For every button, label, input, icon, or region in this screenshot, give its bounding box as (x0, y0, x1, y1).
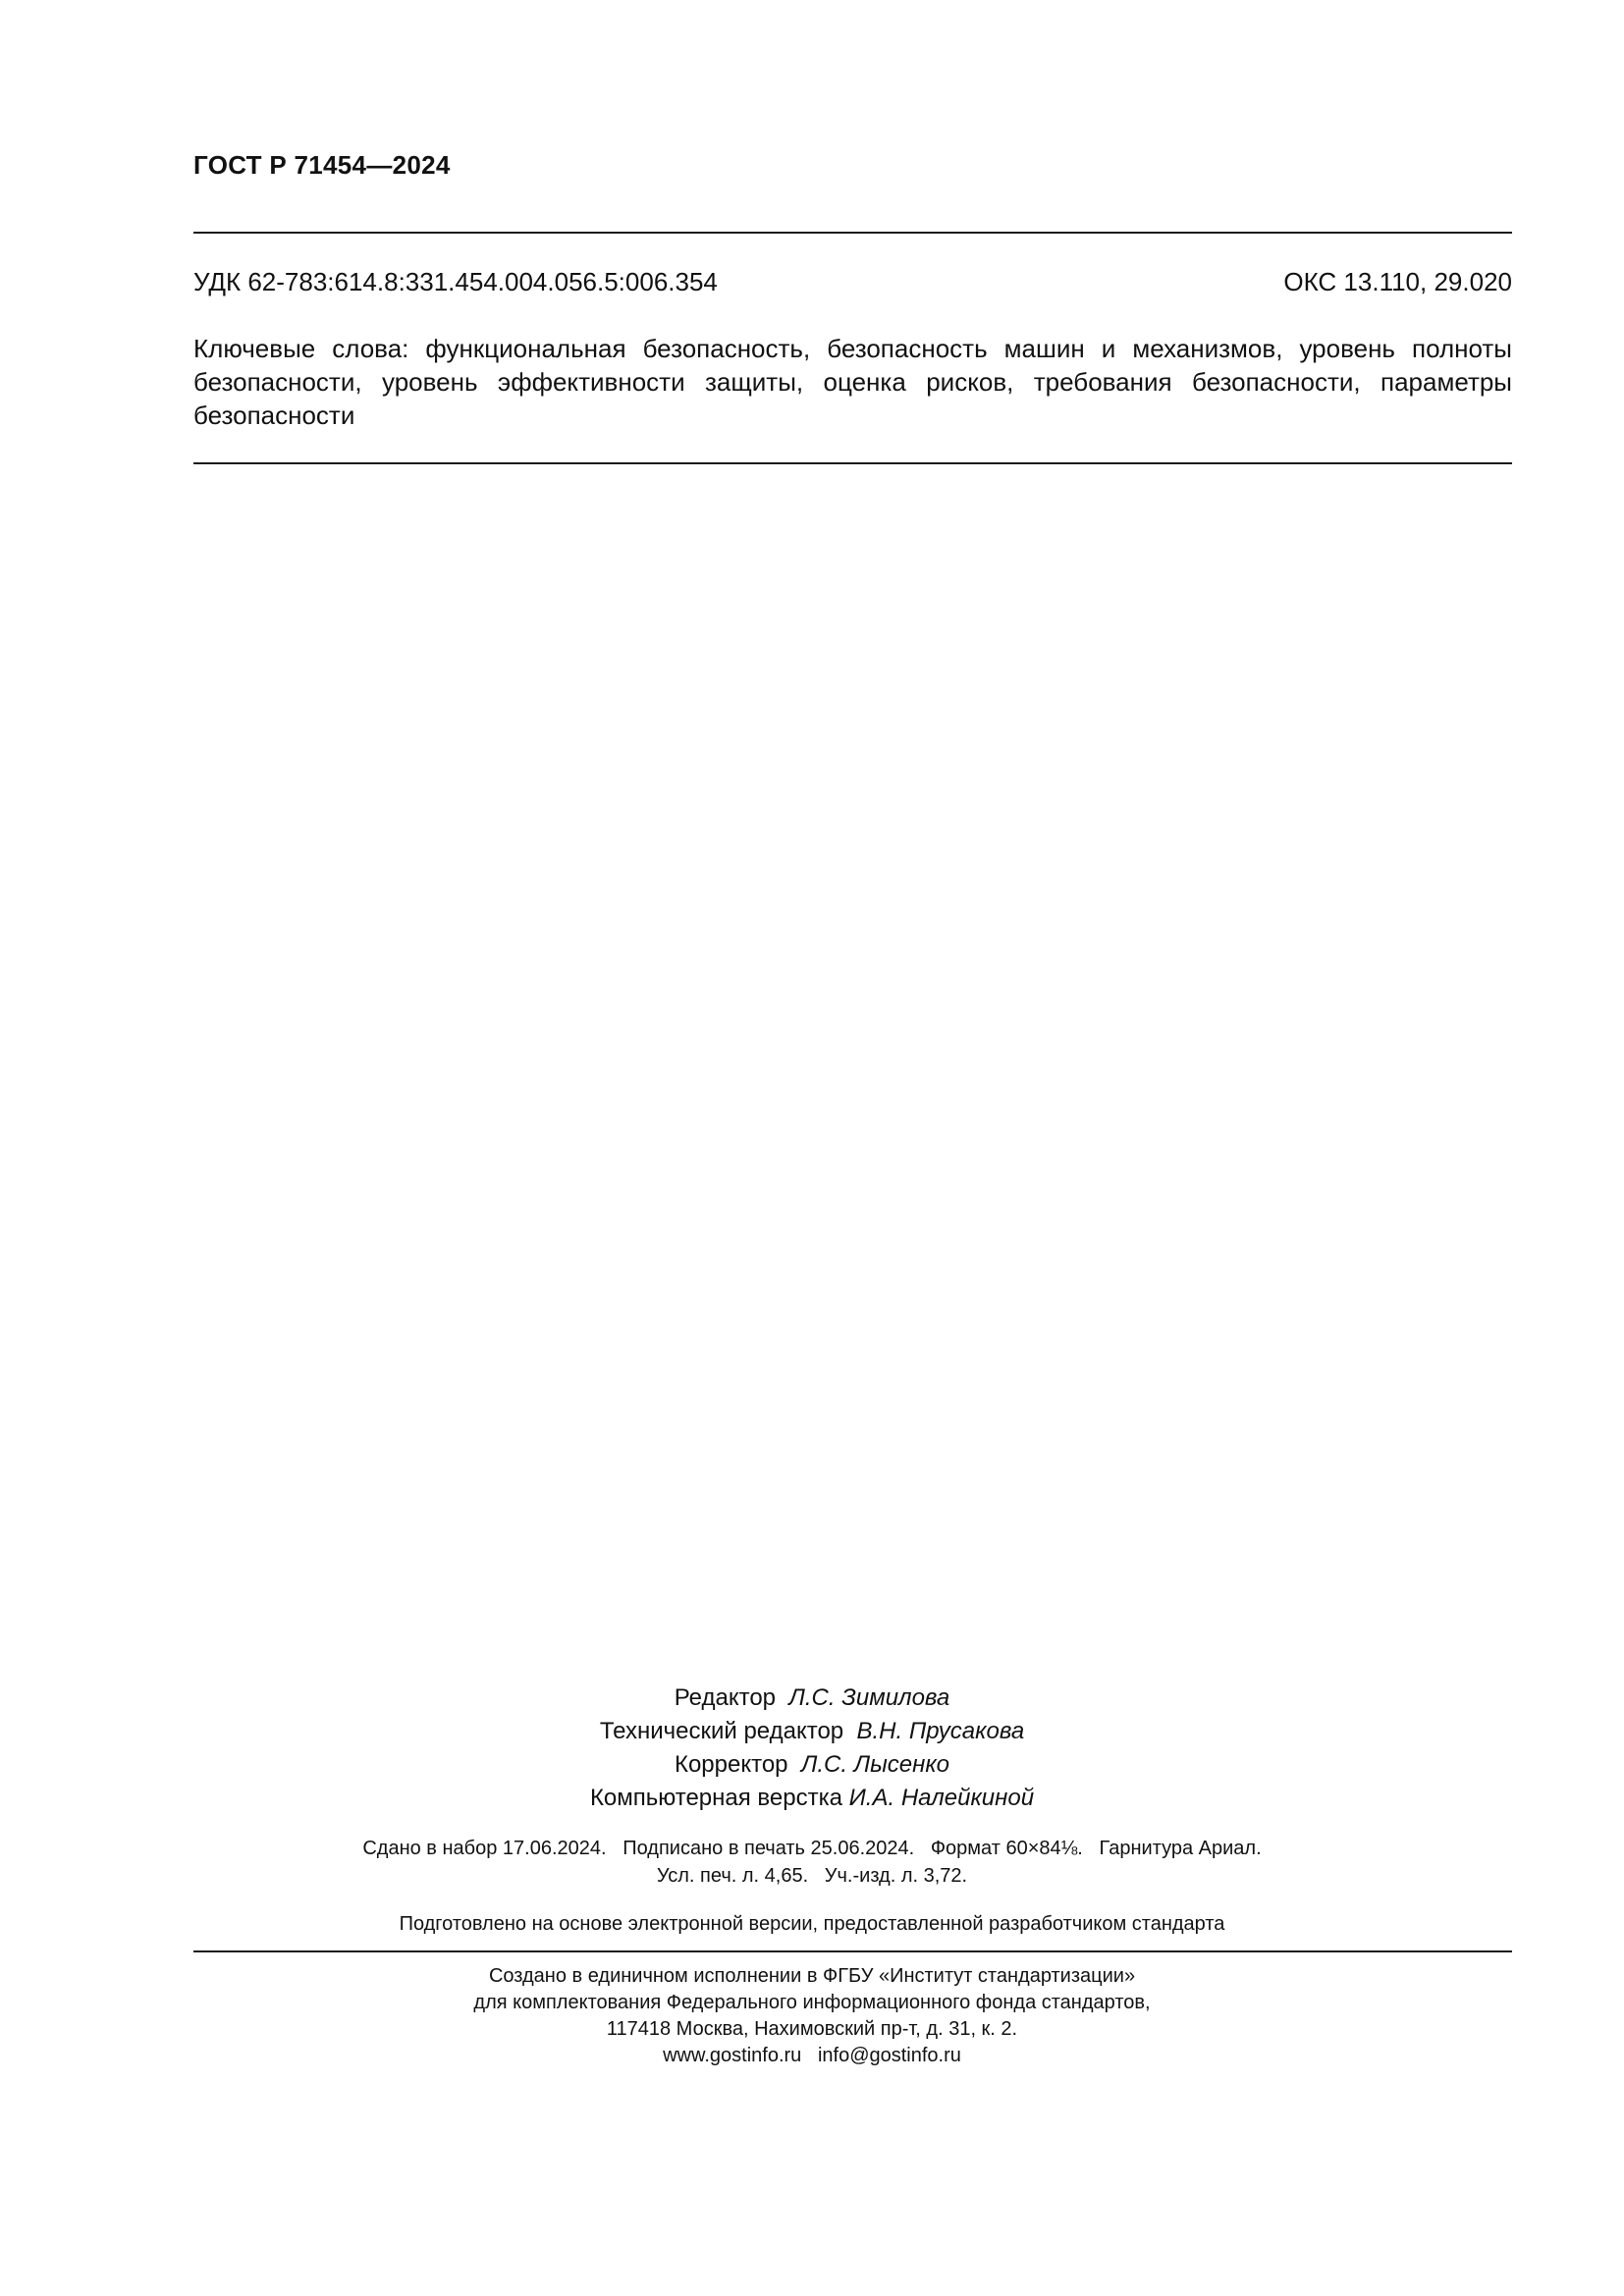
credit-name: Л.С. Зимилова (788, 1684, 950, 1711)
prepared-note: Подготовлено на основе электронной версии, предоставленной разработчиком стандарта (399, 1913, 1225, 1935)
website-link[interactable]: www.gostinfo.ru (663, 2045, 802, 2066)
credit-role: Редактор (674, 1684, 777, 1711)
publisher-address: 117418 Москва, Нахимовский пр-т, д. 31, к. 2. (606, 2018, 1018, 2040)
keywords-paragraph: Ключевые слова: функциональная безопасность, безопасность машин и механизмов, уровень полноты безопасности, уровень эффективности защиты, оценка рисков, требования безопасности, параметры безопасности (193, 334, 1512, 430)
udk-code: УДК 62-783:614.8:331.454.004.056.5:006.354 (193, 267, 718, 296)
publisher-divider (193, 1950, 1512, 1952)
email-link[interactable]: info@gostinfo.ru (817, 2045, 961, 2066)
top-divider (193, 232, 1512, 234)
credit-name: И.А. Налейкиной (848, 1785, 1035, 1811)
credit-technical-editor (0, 1715, 1624, 1748)
credit-corrector (0, 1748, 1624, 1782)
credit-role: Технический редактор (599, 1718, 844, 1744)
publisher-line2: для комплектования Федерального информационного фонда стандартов, (473, 1992, 1151, 2013)
credit-name: Л.С. Лысенко (800, 1751, 950, 1778)
keywords-divider (193, 462, 1512, 464)
credit-role: Компьютерная верстка (589, 1785, 842, 1811)
oks-code: ОКС 13.110, 29.020 (1283, 267, 1512, 296)
credit-layout (0, 1782, 1624, 1815)
credit-editor (0, 1682, 1624, 1715)
print-info-line1: Сдано в набор 17.06.2024. Подписано в печать 25.06.2024. Формат 60×84⅛. Гарнитура Ариал. (362, 1838, 1262, 1859)
credit-role: Корректор (674, 1751, 788, 1778)
standard-code: ГОСТ Р 71454—2024 (193, 150, 451, 180)
publisher-contacts (0, 2043, 1624, 2069)
credit-name: В.Н. Прусакова (856, 1718, 1025, 1744)
publisher-line1: Создано в единичном исполнении в ФГБУ «Институт стандартизации» (488, 1965, 1136, 1987)
print-info-line2: Усл. печ. л. 4,65. Уч.-изд. л. 3,72. (656, 1865, 968, 1887)
